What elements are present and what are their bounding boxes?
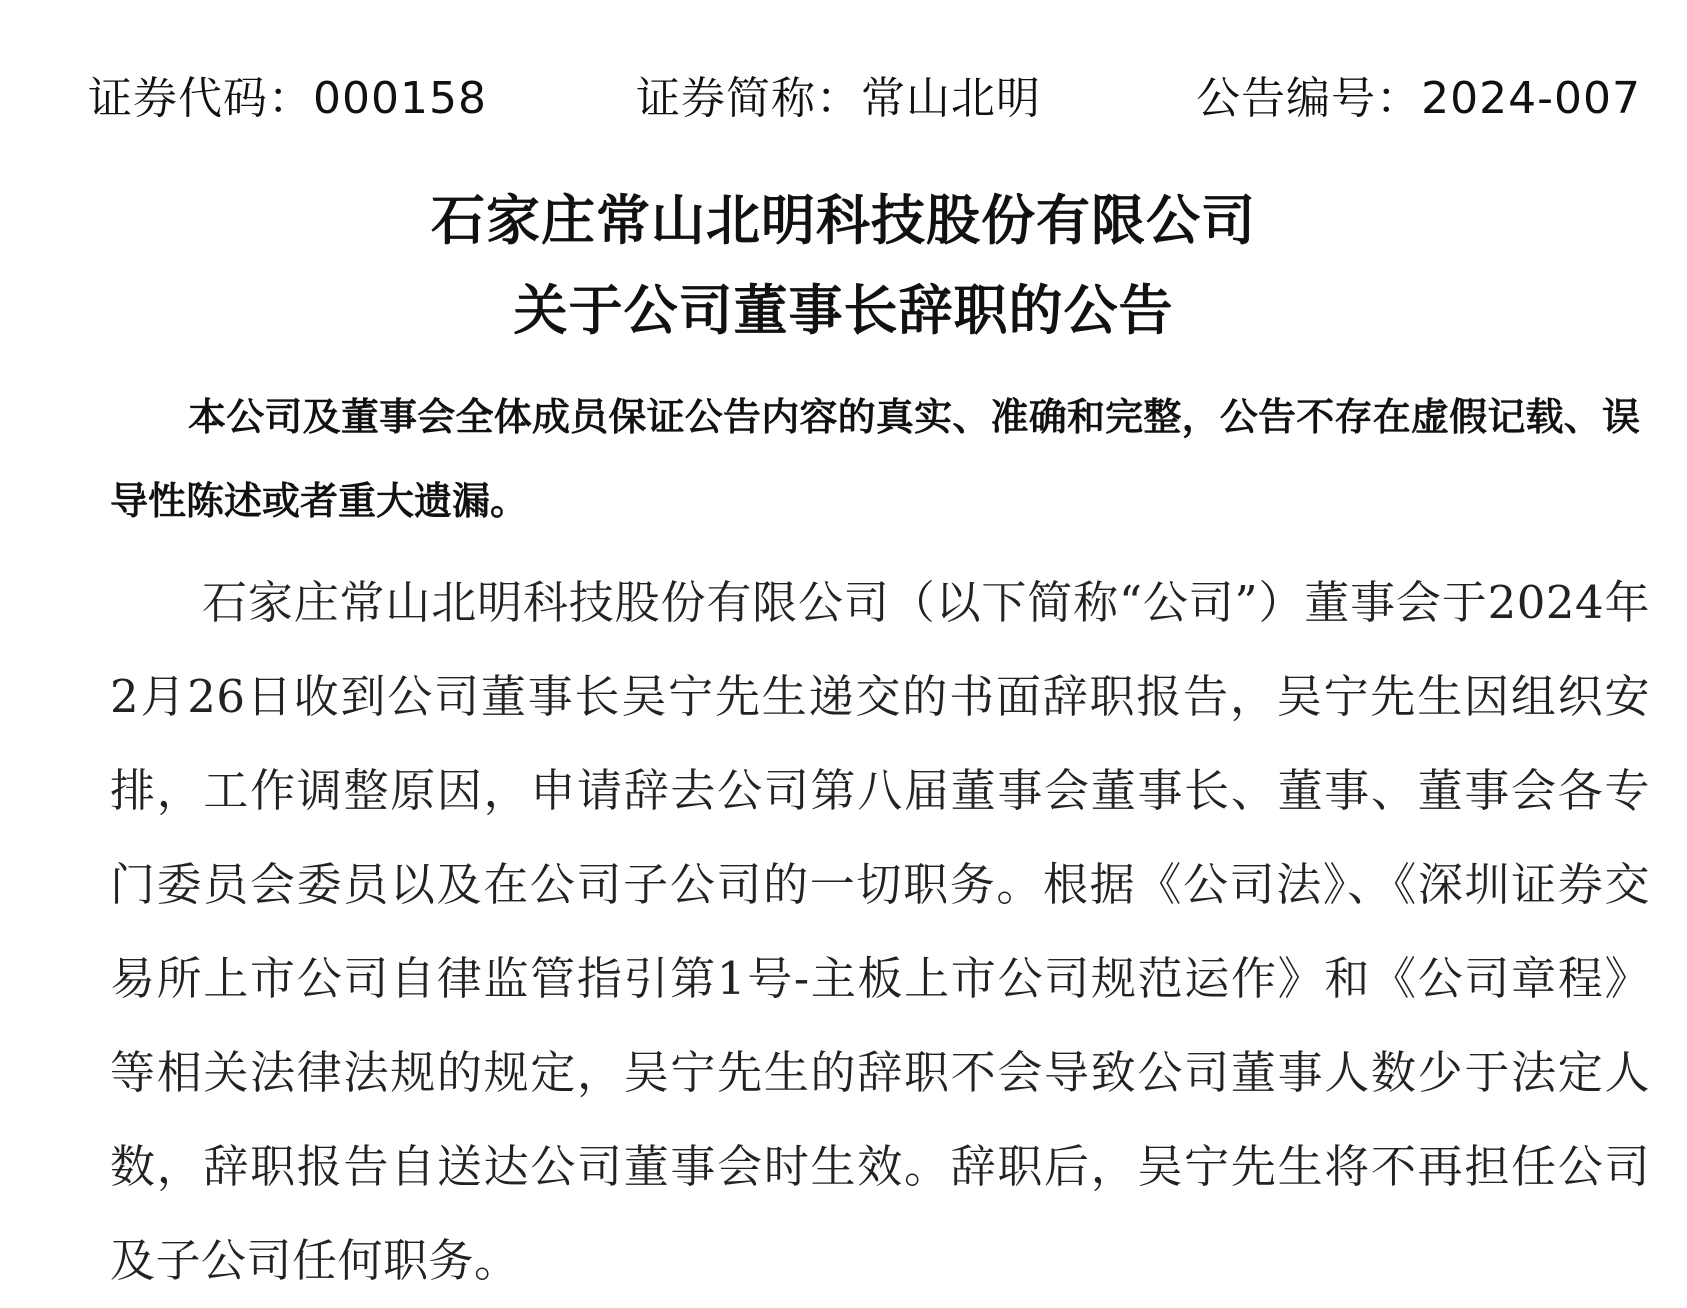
title-company-name: 石家庄常山北明科技股份有限公司 bbox=[431, 189, 1256, 252]
title-subject: 关于公司董事长辞职的公告 bbox=[513, 279, 1174, 342]
stock-code: 证券代码：000158 bbox=[88, 73, 487, 124]
announcement-header bbox=[0, 62, 1687, 132]
stock-abbreviation: 证券简称：常山北明 bbox=[636, 73, 1041, 124]
board-guarantee-statement: 本公司及董事会全体成员保证公告内容的真实、准确和完整，公告不存在虚假记载、误导性陈述或者重大遗漏。 bbox=[110, 395, 1640, 523]
announcement-body: 石家庄常山北明科技股份有限公司（以下简称“公司”）董事会于2024年2月26日收到公司董事长吴宁先生递交的书面辞职报告，吴宁先生因组织安排，工作调整原因，申请辞去公司第八届董事会董事长、董事、董事会各专门委员会委员以及在公司子公司的一切职务。根据《公司法》、《深圳证券交易所上市公司自律监管指引第1号-主板上市公司规范运作》和《公司章程》等相关法律法规的规定，吴宁先生的辞职不会导致公司董事人数少于法定人数，辞职报告自送达公司董事会时生效。辞职后，吴宁先生将不再担任公司及子公司任何职务。 bbox=[110, 576, 1650, 1287]
announcement-number: 公告编号：2024-007 bbox=[1196, 73, 1641, 124]
